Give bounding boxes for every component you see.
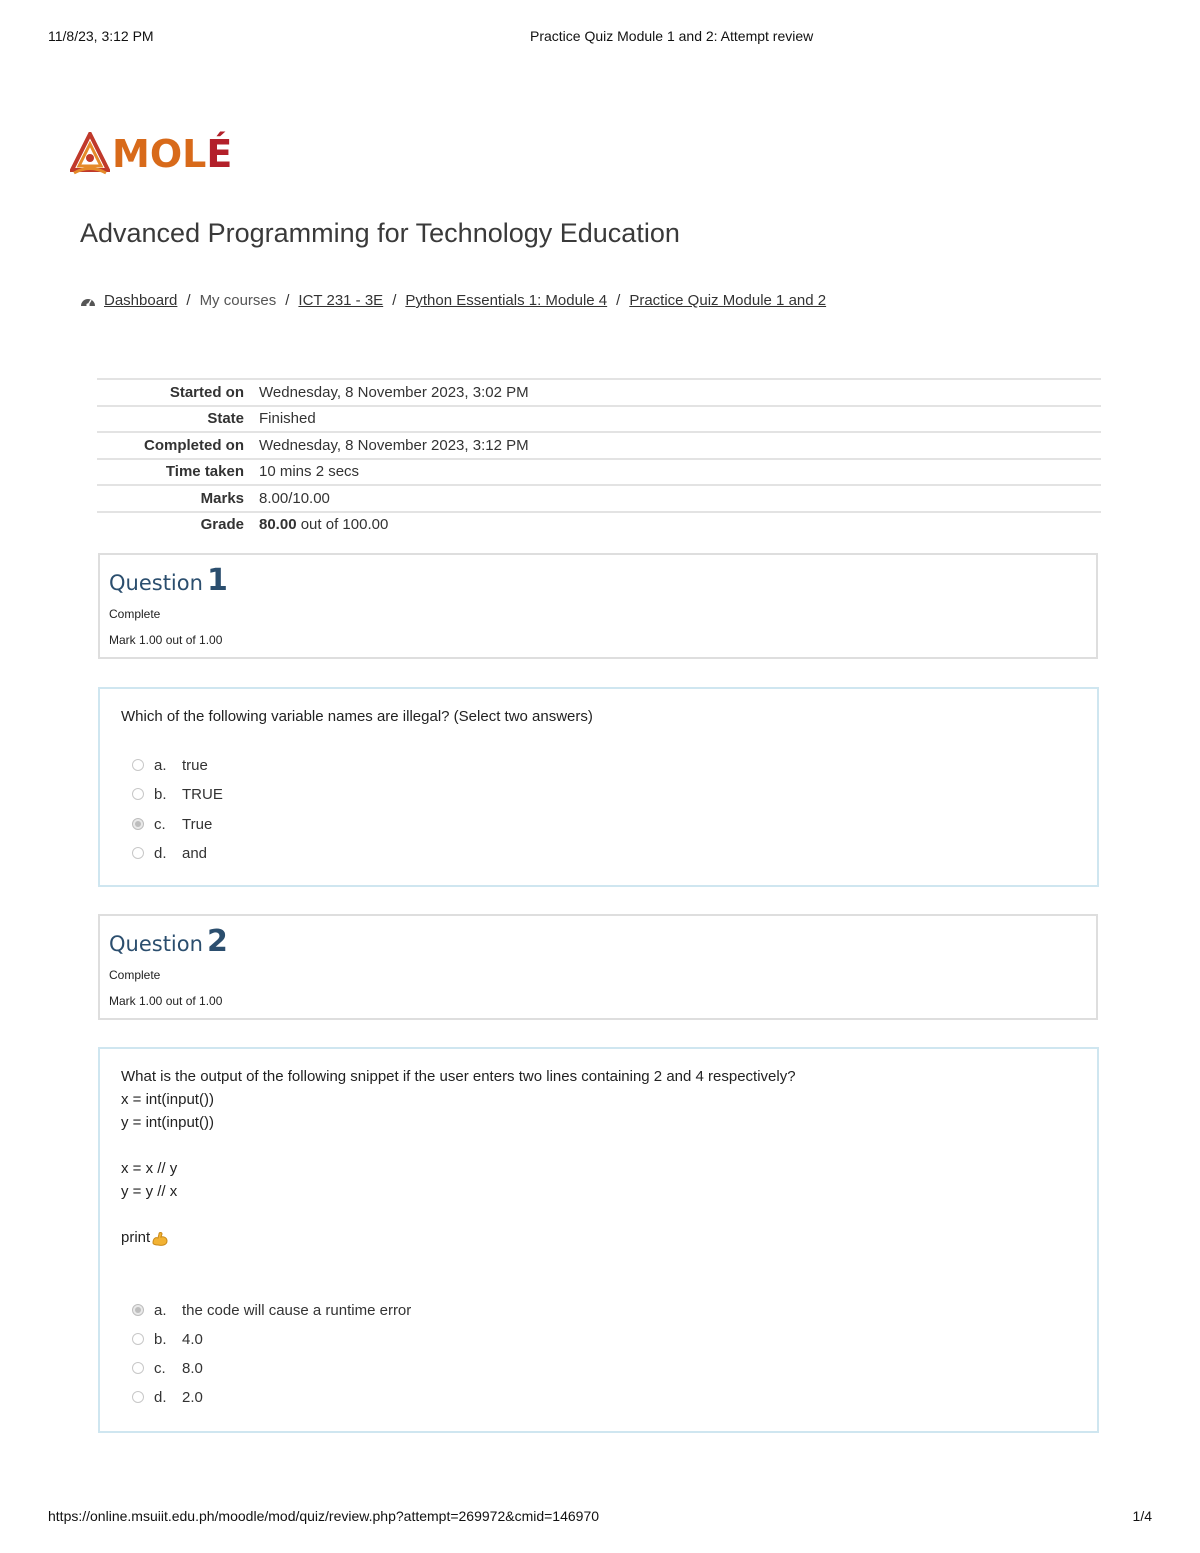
summary-row-started <box>97 379 1101 406</box>
option-label: 2.0 <box>182 1388 203 1406</box>
question-number: 1 <box>206 563 228 598</box>
print-doc-title: Practice Quiz Module 1 and 2: Attempt review <box>530 28 814 44</box>
answer-option-b[interactable] <box>132 1329 203 1349</box>
summary-row-state <box>97 406 1101 433</box>
radio-button[interactable] <box>132 1362 144 1374</box>
grade-suffix: out of 100.00 <box>300 516 389 534</box>
answer-option-d[interactable] <box>132 843 207 863</box>
option-letter: d. <box>154 844 167 862</box>
option-letter: c. <box>154 1359 166 1377</box>
radio-button-selected[interactable] <box>132 1304 144 1316</box>
option-letter: c. <box>154 815 166 833</box>
radio-button[interactable] <box>132 847 144 859</box>
dashboard-icon <box>80 294 96 308</box>
summary-row-marks <box>97 485 1101 512</box>
option-letter: a. <box>154 1301 167 1319</box>
answer-option-a[interactable] <box>132 755 208 775</box>
mole-emblem-icon <box>70 132 110 176</box>
breadcrumb-separator: / <box>616 292 621 309</box>
question-heading <box>109 924 228 959</box>
option-label: true <box>182 756 208 774</box>
option-label: 4.0 <box>182 1330 203 1348</box>
option-letter: a. <box>154 756 167 774</box>
question-heading-label: Question <box>109 932 203 956</box>
code-line-print <box>121 1226 796 1249</box>
summary-value: Wednesday, 8 November 2023, 3:12 PM <box>259 432 1101 459</box>
question-state: Complete <box>109 968 161 982</box>
question-text-line: What is the output of the following snippet if the user enters two lines containing 2 and 4 respectively? <box>121 1068 796 1085</box>
logo-text-main: MOL <box>112 132 207 176</box>
option-label: and <box>182 844 208 862</box>
question-text <box>121 1065 796 1249</box>
flexed-biceps-emoji-icon <box>151 1229 169 1247</box>
question-state: Complete <box>109 607 161 621</box>
breadcrumb-separator: / <box>186 292 191 309</box>
breadcrumb-my-courses: My courses <box>199 292 277 309</box>
question-1-info <box>98 553 1098 659</box>
breadcrumb-dashboard[interactable]: Dashboard <box>104 292 178 309</box>
question-2-content <box>98 1047 1099 1433</box>
code-line <box>121 1203 796 1226</box>
summary-value: Wednesday, 8 November 2023, 3:02 PM <box>259 379 1101 406</box>
code-print-text: print <box>121 1229 151 1246</box>
breadcrumb-course[interactable]: ICT 231 - 3E <box>298 292 384 309</box>
breadcrumb-separator: / <box>285 292 290 309</box>
print-datetime: 11/8/23, 3:12 PM <box>48 28 154 44</box>
breadcrumb <box>80 292 826 309</box>
question-mark: Mark 1.00 out of 1.00 <box>109 633 223 647</box>
code-line: x = int(input()) <box>121 1091 214 1108</box>
option-label: the code will cause a runtime error <box>182 1301 412 1319</box>
course-title: Advanced Programming for Technology Education <box>80 218 680 248</box>
summary-value: 10 mins 2 secs <box>259 459 1101 486</box>
question-text <box>121 705 593 728</box>
summary-label: Completed on <box>97 432 259 459</box>
radio-button-selected[interactable] <box>132 818 144 830</box>
attempt-summary-table <box>97 378 1101 537</box>
radio-button[interactable] <box>132 759 144 771</box>
question-number: 2 <box>206 924 228 959</box>
question-heading-label: Question <box>109 571 203 595</box>
question-2-info <box>98 914 1098 1020</box>
breadcrumb-quiz[interactable]: Practice Quiz Module 1 and 2 <box>629 292 827 309</box>
radio-button[interactable] <box>132 1333 144 1345</box>
option-letter: d. <box>154 1388 167 1406</box>
answer-option-a[interactable] <box>132 1300 411 1320</box>
summary-value <box>259 512 1101 538</box>
summary-value: Finished <box>259 406 1101 433</box>
radio-button[interactable] <box>132 788 144 800</box>
answer-option-c[interactable] <box>132 814 212 834</box>
code-line: x = x // y <box>121 1160 178 1177</box>
logo-text-accent: É <box>206 132 233 176</box>
option-label: True <box>182 815 213 833</box>
summary-label: Grade <box>97 512 259 538</box>
print-header <box>48 28 1152 48</box>
question-heading <box>109 563 228 598</box>
summary-label: Time taken <box>97 459 259 486</box>
print-footer <box>48 1508 1152 1528</box>
answer-option-b[interactable] <box>132 784 223 804</box>
option-label: 8.0 <box>182 1359 203 1377</box>
summary-row-completed <box>97 432 1101 459</box>
radio-button[interactable] <box>132 1391 144 1403</box>
option-letter: b. <box>154 785 167 803</box>
site-logo[interactable] <box>70 130 232 178</box>
option-label: TRUE <box>182 785 223 803</box>
print-page-number: 1/4 <box>1132 1508 1152 1524</box>
summary-label: Marks <box>97 485 259 512</box>
breadcrumb-separator: / <box>392 292 397 309</box>
grade-value: 80.00 <box>259 516 297 534</box>
summary-row-time-taken <box>97 459 1101 486</box>
question-1-content <box>98 687 1099 887</box>
summary-value: 8.00/10.00 <box>259 485 1101 512</box>
code-line <box>121 1134 796 1157</box>
answer-option-c[interactable] <box>132 1358 203 1378</box>
print-url: https://online.msuiit.edu.ph/moodle/mod/quiz/review.php?attempt=269972&cmid=146970 <box>48 1508 600 1524</box>
question-mark: Mark 1.00 out of 1.00 <box>109 994 223 1008</box>
summary-label: Started on <box>97 379 259 406</box>
summary-label: State <box>97 406 259 433</box>
question-text-line: Which of the following variable names are illegal? (Select two answers) <box>121 708 593 725</box>
option-letter: b. <box>154 1330 167 1348</box>
breadcrumb-section[interactable]: Python Essentials 1: Module 4 <box>405 292 608 309</box>
code-line: y = y // x <box>121 1183 178 1200</box>
code-line: y = int(input()) <box>121 1114 214 1131</box>
summary-row-grade <box>97 512 1101 538</box>
answer-option-d[interactable] <box>132 1387 203 1407</box>
